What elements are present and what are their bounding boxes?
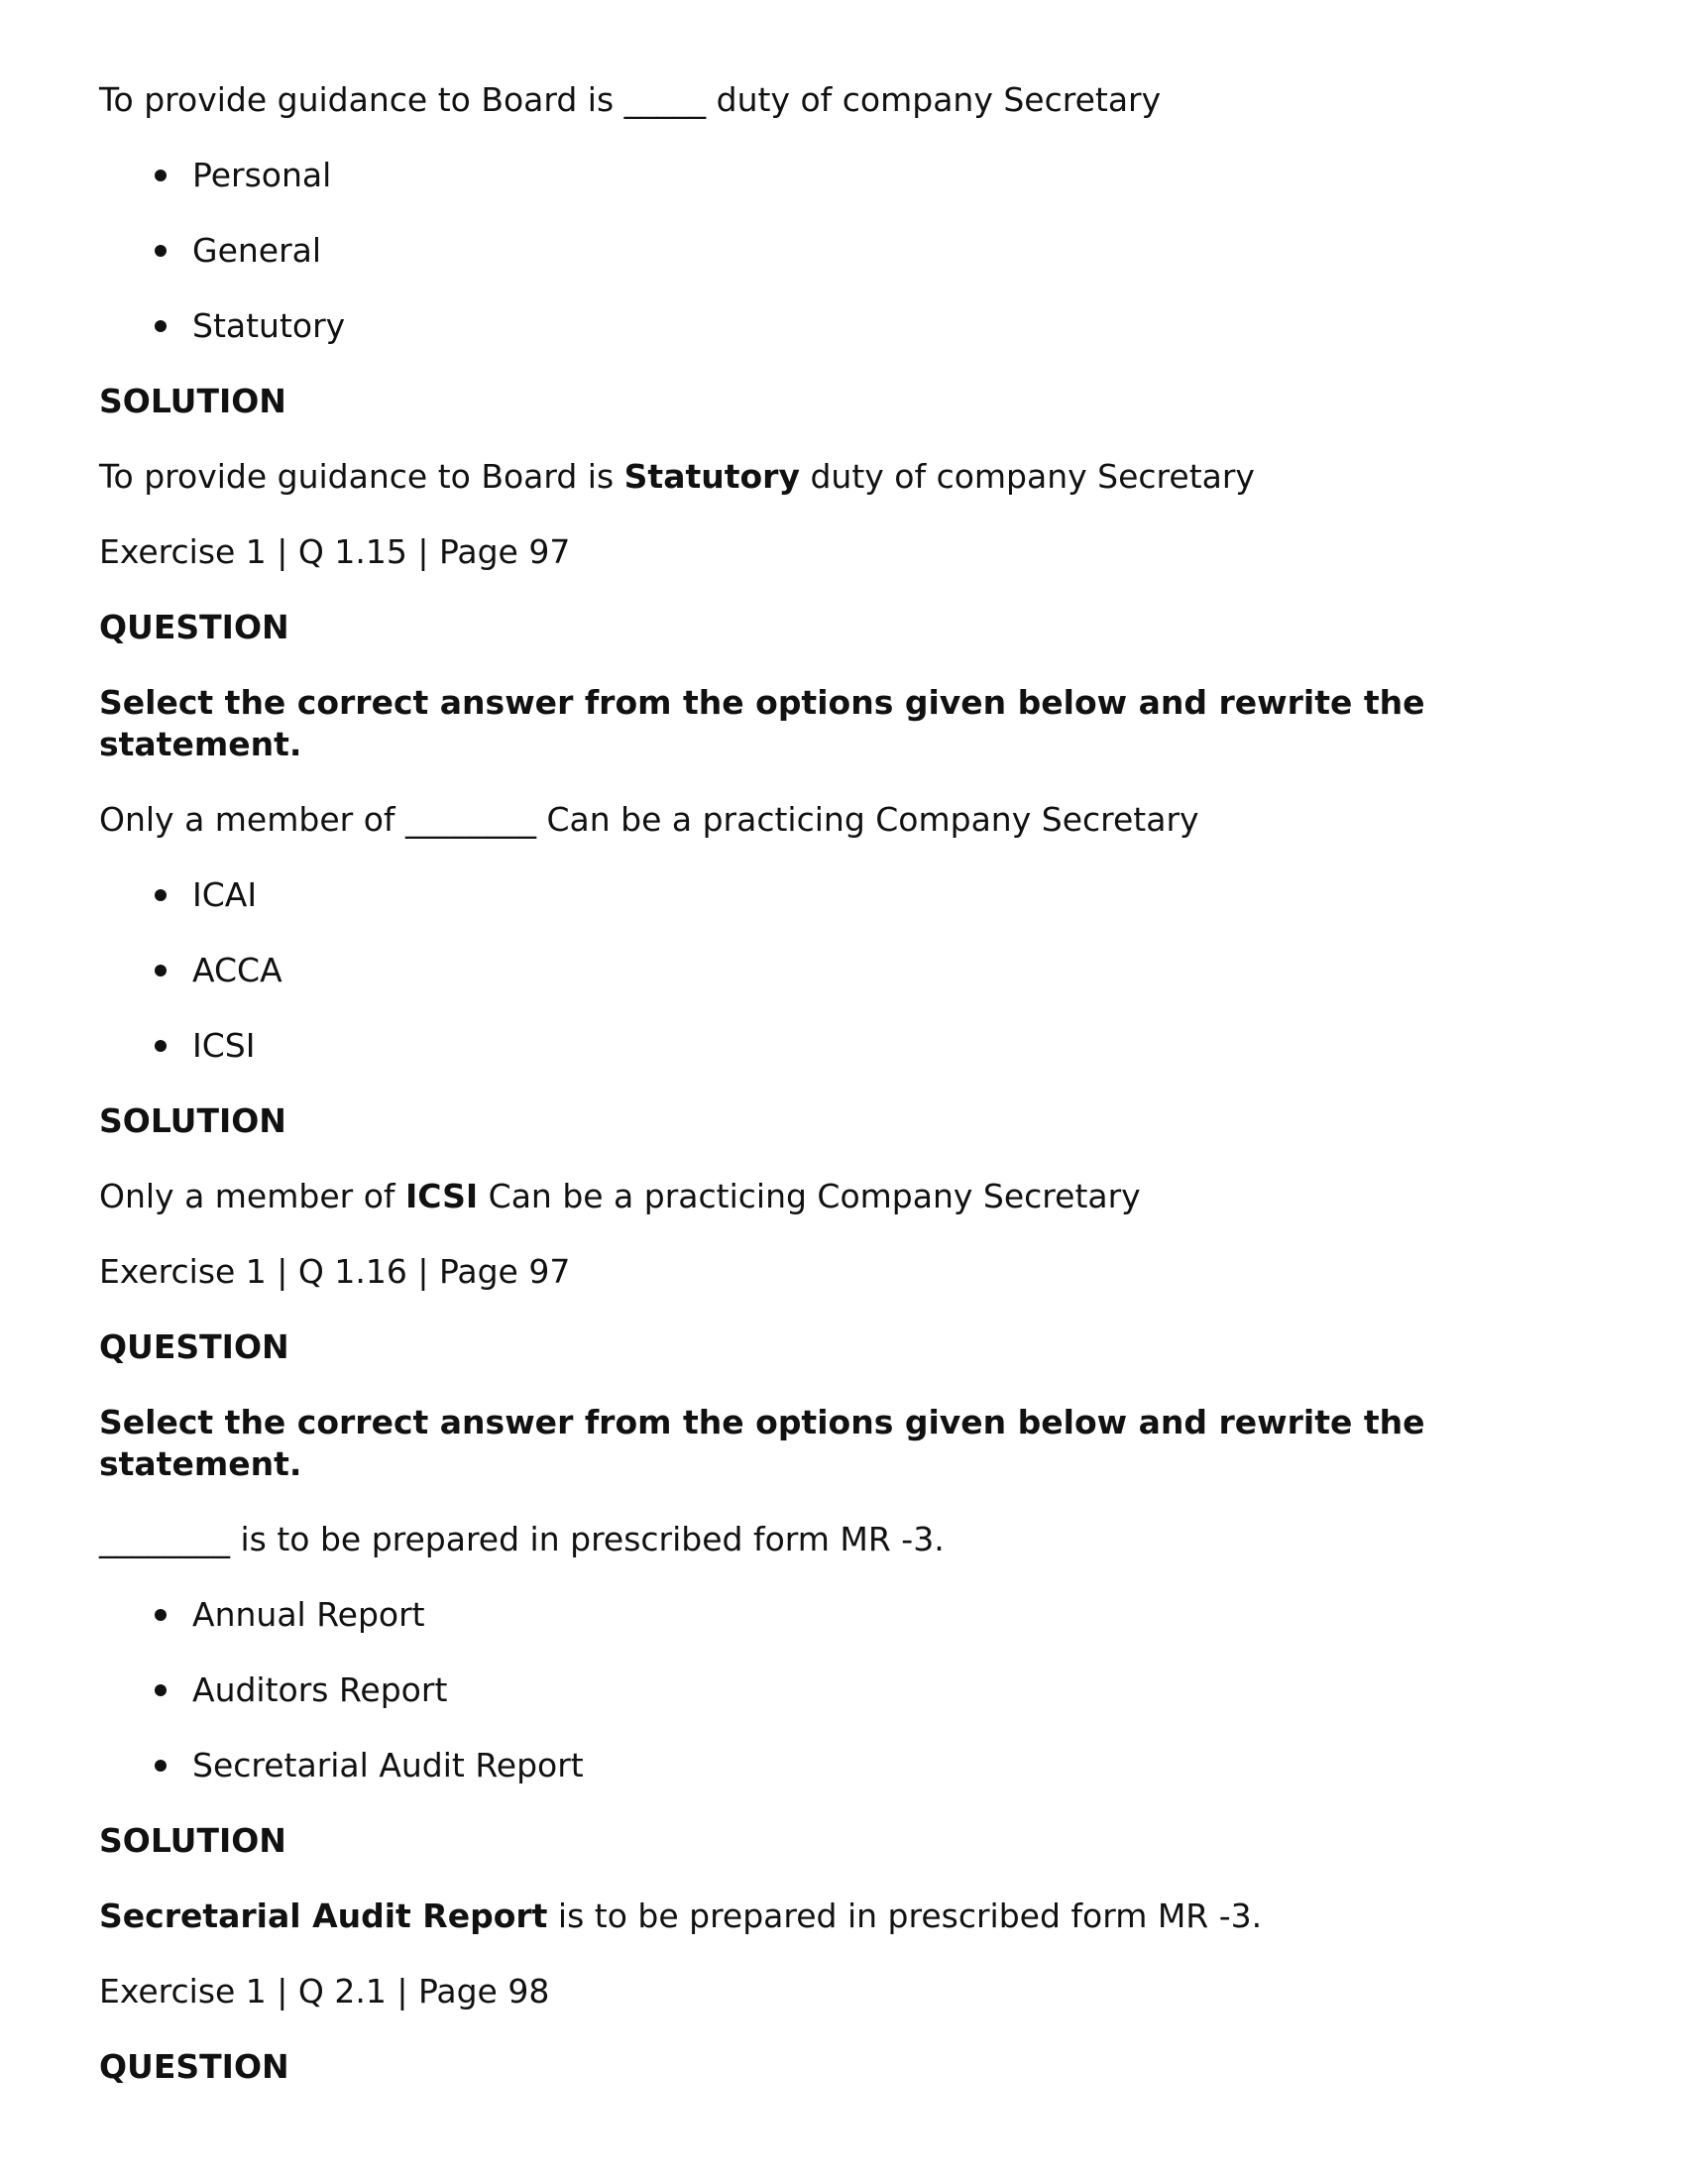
question-instruction: Select the correct answer from the options given below and rewrite the statement. — [99, 683, 1425, 763]
question-text-end: duty of company Secretary — [706, 80, 1162, 119]
exercise-reference: Exercise 1 | Q 1.16 | Page 97 — [99, 1252, 571, 1291]
options-list — [99, 874, 1586, 1067]
question-text — [99, 79, 1586, 121]
solution-label: SOLUTION — [99, 382, 286, 420]
document-page — [99, 79, 1586, 2122]
exercise-reference: Exercise 1 | Q 1.15 | Page 97 — [99, 532, 571, 571]
options-list — [99, 155, 1586, 347]
solution-label: SOLUTION — [99, 1101, 286, 1140]
option-label: ICSI — [192, 1026, 256, 1065]
bullet-icon — [155, 1040, 167, 1052]
bullet-icon — [155, 170, 167, 181]
blank: ________ — [99, 1520, 230, 1558]
option-item — [99, 155, 1586, 196]
solution-text — [99, 1176, 1586, 1217]
option-label: Auditors Report — [192, 1670, 448, 1709]
answer-highlight: Statutory — [623, 457, 800, 496]
question-label: QUESTION — [99, 1327, 289, 1366]
option-item — [99, 1025, 1586, 1067]
answer-text-start: To provide guidance to Board is — [99, 457, 624, 496]
solution-label: SOLUTION — [99, 1821, 286, 1860]
question-label: QUESTION — [99, 2047, 289, 2086]
option-label: Personal — [192, 156, 332, 194]
option-label: Annual Report — [192, 1595, 425, 1634]
answer-text-end: duty of company Secretary — [799, 457, 1255, 496]
answer-text-end: is to be prepared in prescribed form MR -3. — [547, 1897, 1263, 1935]
bullet-icon — [155, 320, 167, 332]
question-label: QUESTION — [99, 608, 289, 646]
blank: _____ — [623, 80, 707, 119]
exercise-reference: Exercise 1 | Q 2.1 | Page 98 — [99, 1972, 550, 2011]
option-label: General — [192, 231, 322, 270]
answer-text-end: Can be a practicing Company Secretary — [478, 1177, 1141, 1215]
option-label: Secretarial Audit Report — [192, 1746, 584, 1784]
bullet-icon — [155, 1760, 167, 1772]
option-label: Statutory — [192, 306, 346, 345]
bullet-icon — [155, 889, 167, 901]
solution-text — [99, 456, 1586, 498]
option-item — [99, 950, 1586, 991]
solution-text — [99, 1896, 1586, 1937]
option-item — [99, 874, 1586, 916]
question-text — [99, 1519, 1586, 1560]
option-item — [99, 1669, 1586, 1711]
option-item — [99, 305, 1586, 347]
option-item — [99, 1594, 1586, 1636]
question-text-end: Can be a practicing Company Secretary — [536, 800, 1199, 839]
option-label: ACCA — [192, 951, 282, 989]
answer-highlight: ICSI — [405, 1177, 479, 1215]
question-text-start: Only a member of — [99, 800, 405, 839]
question-text — [99, 799, 1586, 841]
bullet-icon — [155, 1684, 167, 1696]
bullet-icon — [155, 245, 167, 257]
options-list — [99, 1594, 1586, 1786]
bullet-icon — [155, 1609, 167, 1621]
blank: ________ — [405, 800, 536, 839]
bullet-icon — [155, 965, 167, 977]
question-text-end: is to be prepared in prescribed form MR -3. — [230, 1520, 945, 1558]
question-instruction: Select the correct answer from the options given below and rewrite the statement. — [99, 1403, 1425, 1483]
answer-highlight: Secretarial Audit Report — [99, 1897, 548, 1935]
option-label: ICAI — [192, 875, 258, 914]
question-text-start: To provide guidance to Board is — [99, 80, 624, 119]
option-item — [99, 1745, 1586, 1786]
option-item — [99, 230, 1586, 272]
answer-text-start: Only a member of — [99, 1177, 405, 1215]
